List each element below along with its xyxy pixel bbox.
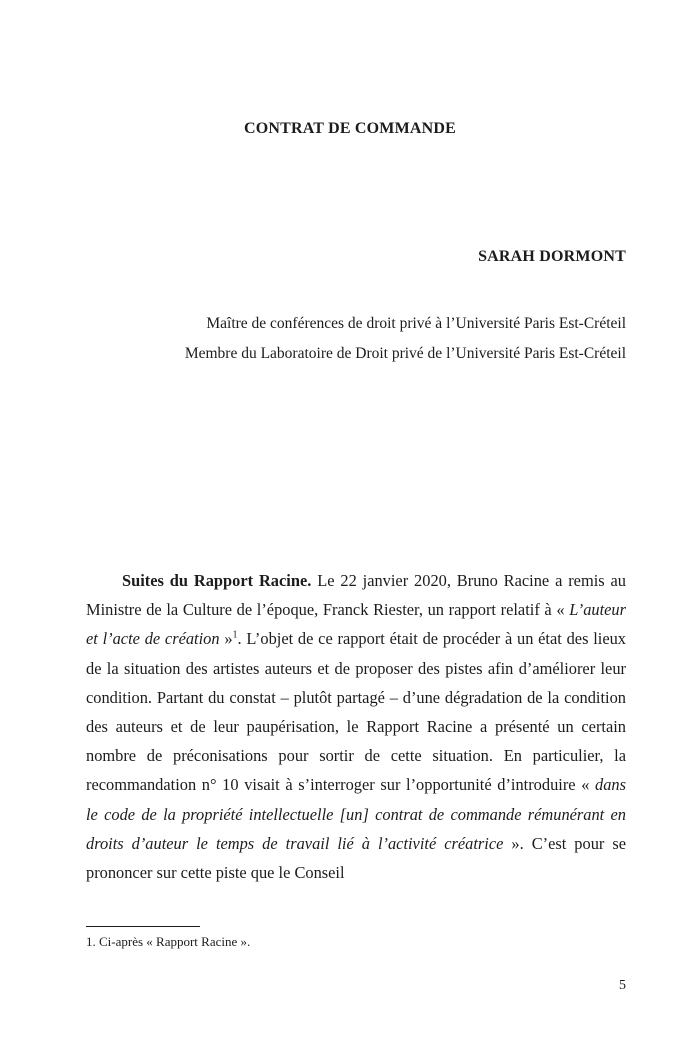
paragraph-heading: Suites du Rapport Racine.	[122, 571, 312, 590]
body-text-segment: »	[219, 629, 233, 649]
footnote-reference: 1	[232, 629, 238, 641]
footnote: 1. Ci-après « Rapport Racine ».	[86, 934, 251, 949]
body-text-segment: Le 22 janvier 2020, Bruno Racine a remis au Ministre de la Culture de l’époque, Franck Riester, un rapport relatif à «	[86, 571, 626, 620]
body-text-segment: ». C’est pour se prononcer sur cette piste que le Conseil	[86, 833, 627, 883]
author-name: SARAH DORMONT	[478, 248, 626, 265]
body-text-segment: . L’objet de ce rapport était de procéder à un état des lieux de la situation des artistes auteurs et de proposer des pistes afin d’améliorer leur condition. Partant du constat – plutôt partagé – d’une dégradation de la condition des auteurs et de leur paupérisation, le Rapport Racine a présenté un certain nombre de préconisations pour sortir de cette situation. En particulier, la recommandation n° 10 visait à s’interroger sur l’opportunité d’introduire «	[86, 629, 626, 795]
report-title-italic: L’auteur et l’acte de création	[86, 600, 626, 649]
footnote-divider	[86, 926, 200, 927]
recommendation-quote-italic: dans le code de la propriété intellectuelle [un] contrat de commande rémunérant en droits d’auteur le temps de travail lié à l’activité créatrice	[86, 775, 626, 853]
author-affiliation-1: Maître de conférences de droit privé à l’Université Paris Est-Créteil	[206, 315, 626, 332]
body-paragraph	[86, 566, 626, 887]
author-affiliation-2: Membre du Laboratoire de Droit privé de l’Université Paris Est-Créteil	[184, 345, 626, 362]
page-number: 5	[619, 978, 626, 993]
page-title: CONTRAT DE COMMANDE	[243, 120, 457, 137]
